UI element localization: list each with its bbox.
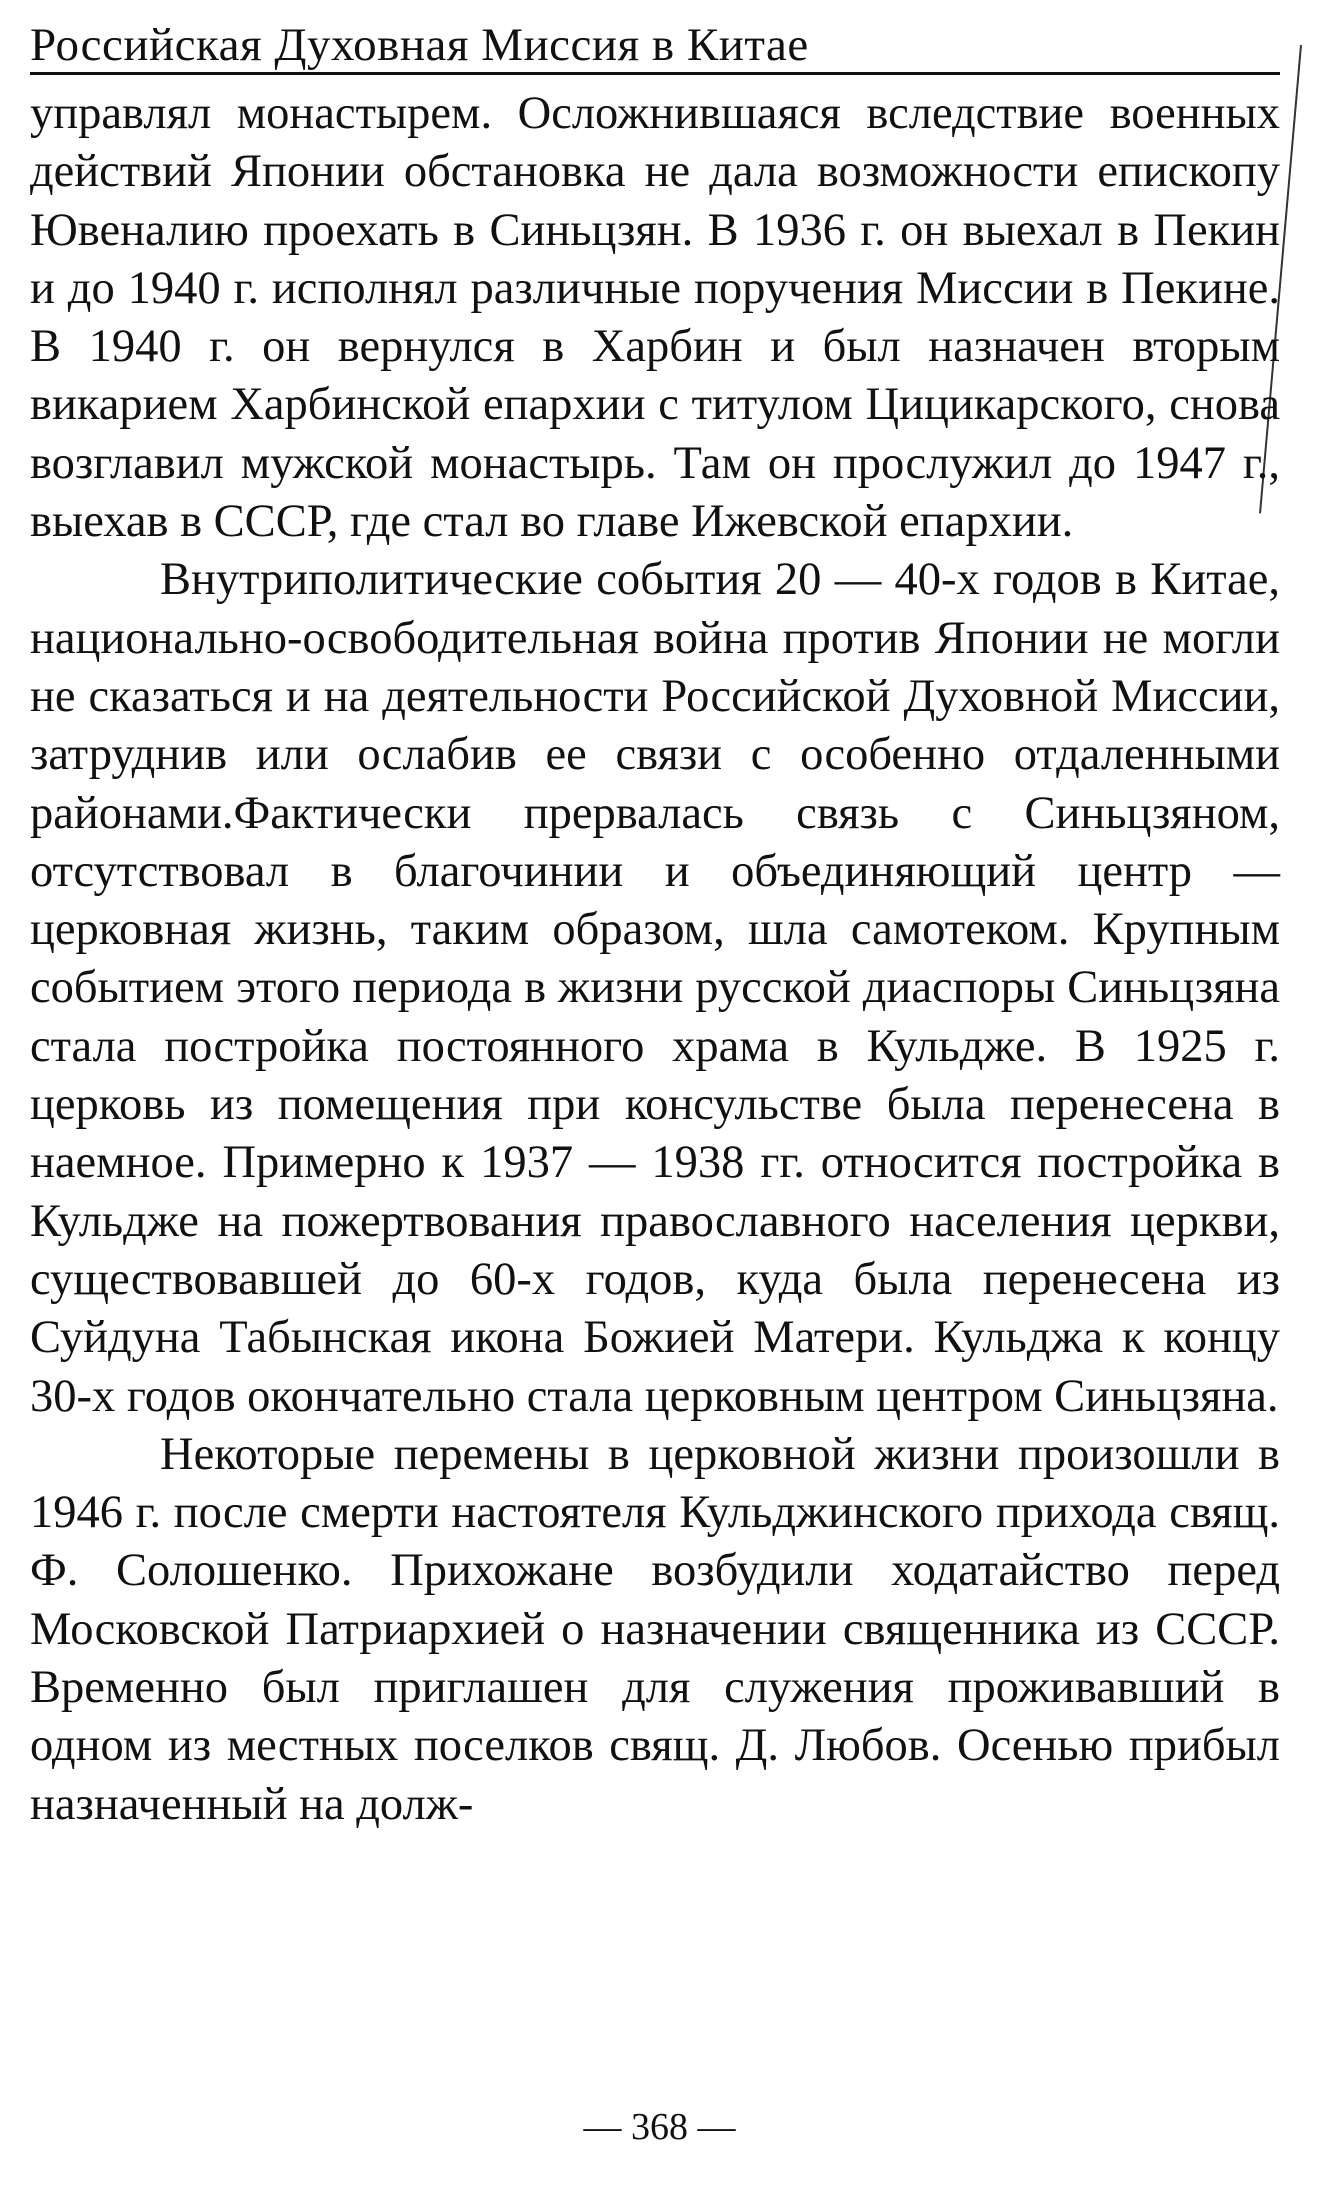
paragraph-2: Внутриполитические события 20 — 40-х годов в Китае, национально-освободительная война против Японии не могли не сказаться и на деятельности Российской Духовной Миссии, затруднив или ослабив ее связи с особенно отдаленными районами.Фактически прервалась связь с Синьцзяном, отсутствовал в благочинии и объединяющий центр — церковная жизнь, таким образом, шла самотеком. Крупным событием этого периода в жизни русской диаспоры Синьцзяна стала постройка постоянного храма в Кульдже. В 1925 г. церковь из помещения при консульстве была перенесена в наемное. Примерно к 1937 — 1938 гг. относится постройка в Кульдже на пожертвования православного населения церкви, существовавшей до 60-х годов, куда была перенесена из Суйдуна Табынская икона Божией Матери. Кульджа к концу 30-х годов окончательно стала церковным центром Синьцзяна. <box>30 554 1280 1422</box>
running-title: Российская Духовная Миссия в Китае <box>30 19 809 71</box>
paragraph-3: Некоторые перемены в церковной жизни произошли в 1946 г. после смерти настоятеля Кульджинского прихода свящ. Ф. Солошенко. Прихожане возбудили ходатайство перед Московской Патриархией о назначении священника из СССР. Временно был приглашен для служения проживавший в одном из местных поселков свящ. Д. Любов. Осенью прибыл назначенный на долж- <box>30 1428 1280 1830</box>
paragraph-1: управлял монастырем. Осложнившаяся вследствие военных действий Японии обстановка не дала возможности епископу Ювеналию проехать в Синьцзян. В 1936 г. он выехал в Пекин и до 1940 г. исполнял различные поручения Миссии в Пекине. В 1940 г. он вернулся в Харбин и был назначен вторым викарием Харбинской епархии с титулом Цицикарского, снова возглавил мужской монастырь. Там он прослужил до 1947 г., выехав в СССР, где стал во главе Ижевской епархии. <box>30 88 1280 548</box>
body-text <box>30 85 1280 1834</box>
header-rule <box>30 72 1280 75</box>
page-number: — 368 — <box>583 2106 736 2148</box>
